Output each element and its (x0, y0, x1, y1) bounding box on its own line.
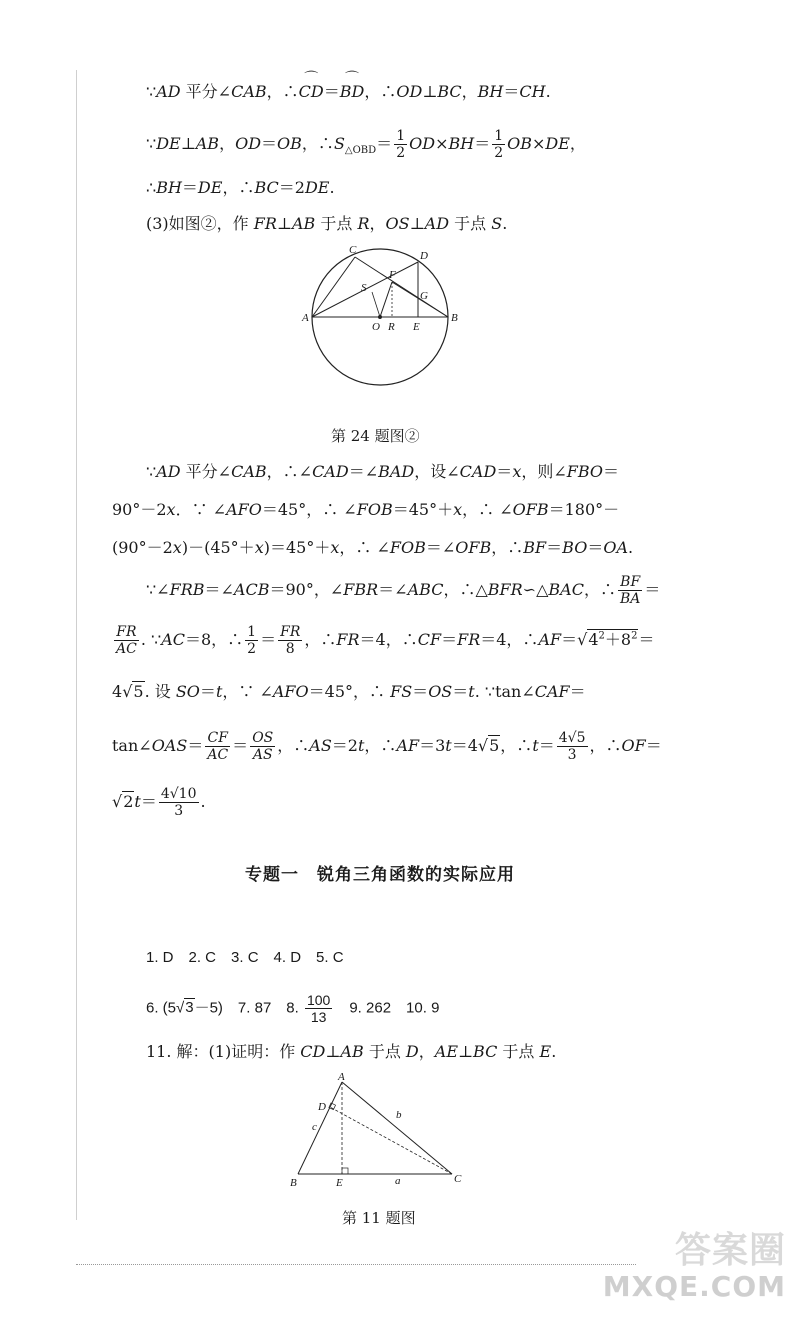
solution-line-3: ∴BH＝DE，∴BC＝2DE. (146, 178, 335, 197)
label-e: E (336, 1177, 343, 1189)
label-f: F (389, 269, 396, 281)
label-s: S (361, 282, 367, 294)
solution-line-2: ∵DE⊥AB，OD＝OB，$\therefore S_{\triangle OBD}=$ $\frac{1}{2}$ OD×BH＝ $\frac{1}{2}$ OB×DE， (146, 128, 586, 161)
side-ac (342, 1082, 452, 1174)
fraction-bf-ba: $\frac{BF}{BA}$ (619, 574, 641, 607)
fraction-fr-8: $\frac{FR}{8}$ (280, 624, 301, 657)
solution-line-5: ∵AD 平分∠CAB，∴∠CAD＝∠BAD，设∠CAD＝x，则∠FBO＝ (146, 462, 620, 481)
question-11-line: 11. 解：(1)证明：作 CD⊥AB 于点 D，AE⊥BC 于点 E. (146, 1042, 557, 1061)
figure-11-diagram (282, 1070, 482, 1195)
fraction-4root10-3: $\frac{4√10}{3}$ (160, 786, 197, 819)
sqrt-radicand: $4^2+8^2$ (588, 630, 638, 649)
solution-line-1: ∵AD 平分∠CAB，∴⌒ CD＝⌒ BD，∴OD⊥BC，BH＝CH. (146, 80, 551, 104)
segment-os (372, 292, 380, 317)
solution-line-10: 4√5. 设 SO＝t，∵ ∠AFO＝45°，∴ FS＝OS＝t. ∵tan∠CAF＝ (112, 682, 586, 701)
solution-line-7: (90°－2x)－(45°＋x)＝45°＋x，∴ ∠FOB＝∠OFB，∴BF＝BO＝OA. (112, 538, 634, 557)
label-side-c: c (312, 1121, 317, 1133)
watermark-site-text: MXQE.COM (602, 1270, 786, 1303)
solution-line-9: $\frac{FR}{AC}$ . ∵AC＝8，∴ $\frac{1}{2}$ ＝ $\frac{FR}{8}$ ，∴FR＝4，∴CF＝FR＝4，$\therefore AF=√4^2+8^2=$ (116, 624, 655, 657)
solution-line-4: (3)如图②，作 FR⊥AB 于点 R，OS⊥AD 于点 S. (146, 214, 508, 233)
solution-line-8: ∵∠FRB＝∠ACB＝90°，∠FBR＝∠ABC，∴△BFR∽△BAC，∴ $\frac{BF}{BA}$ ＝ (146, 574, 661, 607)
margin-rule (76, 70, 77, 1220)
answers-line-1: 1. D 2. C 3. C 4. D 5. C (146, 949, 344, 966)
solution-line-6: 90°－2x．∵ ∠AFO＝45°，∴ ∠FOB＝45°＋x，∴ ∠OFB＝180°－ (112, 500, 620, 519)
label-side-a: a (395, 1175, 401, 1187)
solution-line-12: √2t＝ $\frac{4√10}{3}$ . (112, 786, 206, 819)
label-c: C (454, 1173, 462, 1185)
watermark-logo (602, 1222, 790, 1312)
solution-line-11: tan∠OAS＝ $\frac{CF}{AC}$ ＝ $\frac{OS}{AS}$ ，∴AS＝2t，∴AF＝3t＝4√5，∴t＝ $\frac{4√5}{3}$ ，∴OF＝ (112, 730, 662, 763)
answers-line-2: 6. (5√3－5) 7. 87 8. $\frac{100}{13}$ 9. 262 10. 9 (146, 992, 440, 1025)
fraction-half: $\frac{1}{2}$ (396, 128, 406, 161)
label-a: A (338, 1071, 345, 1083)
fraction-4root5-3: $\frac{4√5}{3}$ (558, 730, 586, 763)
figure-24-caption: 第 24 题图② (331, 427, 420, 445)
section-heading: 专题一 锐角三角函数的实际应用 (245, 865, 515, 885)
figure-11-caption: 第 11 题图 (342, 1209, 416, 1227)
label-d: D (318, 1101, 326, 1113)
label-r: R (388, 321, 395, 333)
label-g: G (420, 290, 428, 302)
fraction-cf-ac: $\frac{CF}{AC}$ (207, 730, 229, 763)
side-ab (298, 1082, 342, 1174)
label-o: O (372, 321, 380, 333)
label-d: D (420, 250, 428, 262)
fraction-fr-ac: $\frac{FR}{AC}$ (116, 624, 137, 657)
segment-of (380, 282, 392, 317)
right-angle-e (342, 1168, 348, 1174)
altitude-cd (330, 1107, 452, 1174)
footer-dotted-rule (76, 1264, 636, 1265)
fraction-half: $\frac{1}{2}$ (247, 624, 257, 657)
label-e: E (413, 321, 420, 333)
figure-24-diagram (300, 242, 470, 392)
label-side-b: b (396, 1109, 402, 1121)
fraction-half: $\frac{1}{2}$ (494, 128, 504, 161)
label-b: B (451, 312, 458, 324)
label-c: C (349, 244, 357, 256)
label-a: A (302, 312, 309, 324)
fraction-100-13: $\frac{100}{13}$ (306, 992, 331, 1025)
center-point (378, 315, 382, 319)
watermark-top-text: 答案圈 (674, 1230, 786, 1271)
fraction-os-as: $\frac{OS}{AS}$ (252, 730, 274, 763)
label-b: B (290, 1177, 297, 1189)
